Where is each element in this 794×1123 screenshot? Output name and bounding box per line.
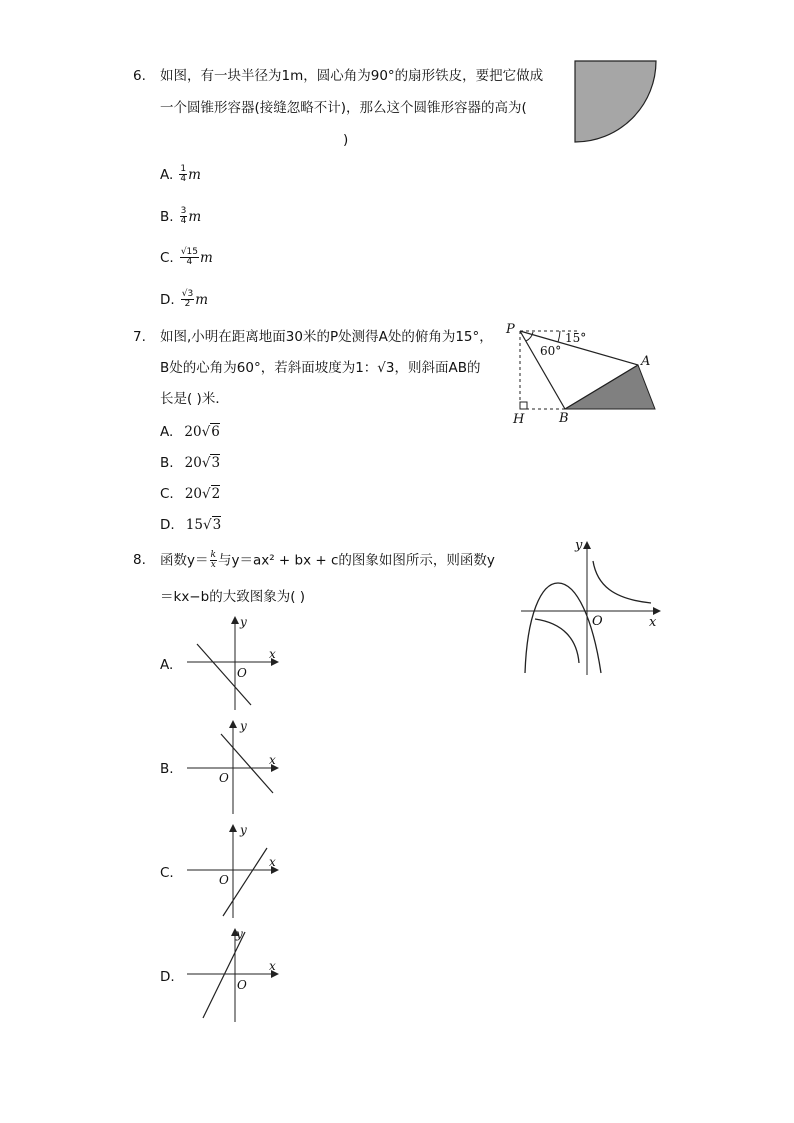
y-axis-arrow — [231, 616, 239, 624]
axis-y-label: y — [240, 823, 247, 837]
q6-line2: 一个圆锥形容器(接缝忽略不计)，那么这个圆锥形容器的高为( — [160, 100, 527, 116]
q7-option-b[interactable]: B. 20√3 — [160, 455, 221, 471]
q6-option-c[interactable] — [160, 247, 213, 267]
q6-option-d[interactable] — [160, 289, 208, 309]
q7-option-c[interactable]: C. 20√2 — [160, 486, 221, 502]
axis-y-label: y — [240, 719, 247, 733]
option-label: D. — [160, 517, 175, 533]
q7-slope-figure — [500, 318, 665, 430]
fraction: $\frac{1}{4}$ — [180, 164, 187, 184]
option-label: C. — [160, 250, 174, 266]
label-60deg: 60° — [540, 344, 562, 358]
axis-y-label: y — [236, 927, 243, 941]
y-axis-arrow — [229, 720, 237, 728]
q6-line3: ) — [343, 132, 349, 148]
q6-sector-figure — [572, 58, 660, 144]
line-PB — [520, 331, 565, 409]
origin-label: O — [592, 614, 603, 629]
label-H: H — [513, 412, 525, 427]
fraction: $\frac{√3}{2}$ — [181, 289, 194, 309]
function-line — [203, 932, 245, 1018]
y-axis-arrow — [583, 541, 591, 549]
radicand: 3 — [212, 517, 222, 533]
radicand: 2 — [211, 486, 221, 502]
q8-line1 — [160, 551, 495, 570]
q8-option-a-graph[interactable] — [183, 612, 283, 712]
origin-label: O — [219, 873, 229, 887]
q8-option-b-label[interactable]: B. — [160, 761, 174, 777]
q8-function-graphs-figure — [515, 535, 665, 677]
q8-option-b-graph[interactable] — [183, 716, 283, 816]
unit: m — [195, 292, 209, 308]
sector-shape — [575, 61, 656, 142]
origin-label: O — [219, 771, 229, 785]
q8-line2: ＝kx−b的大致图象为( ) — [160, 589, 306, 605]
q8-option-d-graph[interactable] — [183, 924, 283, 1024]
option-label: A. — [160, 167, 174, 183]
axis-y-label: y — [240, 615, 247, 629]
label-P: P — [506, 322, 515, 337]
q8-line1-part-b: 与y＝ax² + bx + c的图象如图所示，则函数y — [217, 552, 495, 569]
axis-x-label: x — [649, 615, 657, 630]
q6-line1: 如图，有一块半径为1m，圆心角为90°的扇形铁皮，要把它做成 — [160, 68, 544, 84]
q8-number: 8. — [133, 552, 146, 568]
x-axis-arrow — [653, 607, 661, 615]
q6-number: 6. — [133, 68, 146, 84]
unit: m — [200, 250, 213, 266]
q8-option-c-label[interactable]: C. — [160, 865, 174, 881]
label-B: B — [559, 411, 569, 426]
option-label: D. — [160, 292, 175, 308]
axis-x-label: x — [269, 753, 276, 767]
origin-label: O — [237, 666, 247, 680]
axis-x-label: x — [269, 855, 276, 869]
parabola-curve — [525, 583, 601, 673]
q8-option-d-label[interactable]: D. — [160, 969, 175, 985]
axis-x-label: x — [269, 959, 276, 973]
coefficient: 20 — [184, 455, 202, 471]
option-label: B. — [160, 455, 174, 471]
radicand: 6 — [211, 424, 220, 440]
slope-triangle — [565, 365, 655, 409]
coefficient: 15 — [185, 517, 203, 533]
q7-line1: 如图,小明在距离地面30米的P处测得A处的俯角为15°， — [160, 329, 493, 345]
q7-line2: B处的心角为60°，若斜面坡度为1：√3，则斜面AB的 — [160, 360, 481, 376]
coefficient: 20 — [184, 424, 202, 440]
function-line — [223, 848, 267, 916]
q7-option-d[interactable]: D. 15√3 — [160, 517, 222, 533]
axis-y-label: y — [575, 538, 583, 553]
q7-option-a[interactable]: A. 20√6 — [160, 424, 220, 440]
unit: m — [188, 167, 201, 183]
axis-x-label: x — [269, 647, 276, 661]
angle-arc-15 — [558, 331, 560, 342]
q8-option-c-graph[interactable] — [183, 820, 283, 920]
y-axis-arrow — [229, 824, 237, 832]
hyperbola-branch-q1 — [593, 561, 651, 603]
option-label: A. — [160, 424, 174, 440]
option-label: B. — [160, 209, 174, 225]
option-label: C. — [160, 486, 174, 502]
q7-number: 7. — [133, 329, 146, 345]
fraction: $\frac{3}{4}$ — [180, 206, 187, 226]
origin-label: O — [237, 978, 247, 992]
fraction: $\frac{√15}{4}$ — [180, 247, 198, 267]
unit: m — [188, 209, 202, 225]
q6-option-b[interactable] — [160, 206, 201, 226]
q8-line1-part-a: 函数y＝ — [160, 552, 209, 569]
q6-option-a[interactable] — [160, 164, 201, 184]
q8-option-a-label[interactable]: A. — [160, 657, 174, 673]
radicand: 3 — [211, 455, 221, 471]
right-angle-mark — [520, 402, 527, 409]
label-A: A — [641, 354, 651, 369]
coefficient: 20 — [184, 486, 202, 502]
q8-k-over-x: $\frac{k}{x}$ — [210, 550, 216, 570]
hyperbola-branch-q3 — [535, 619, 579, 663]
label-15deg: 15° — [565, 331, 587, 345]
q7-line3: 长是( )米． — [160, 391, 229, 407]
